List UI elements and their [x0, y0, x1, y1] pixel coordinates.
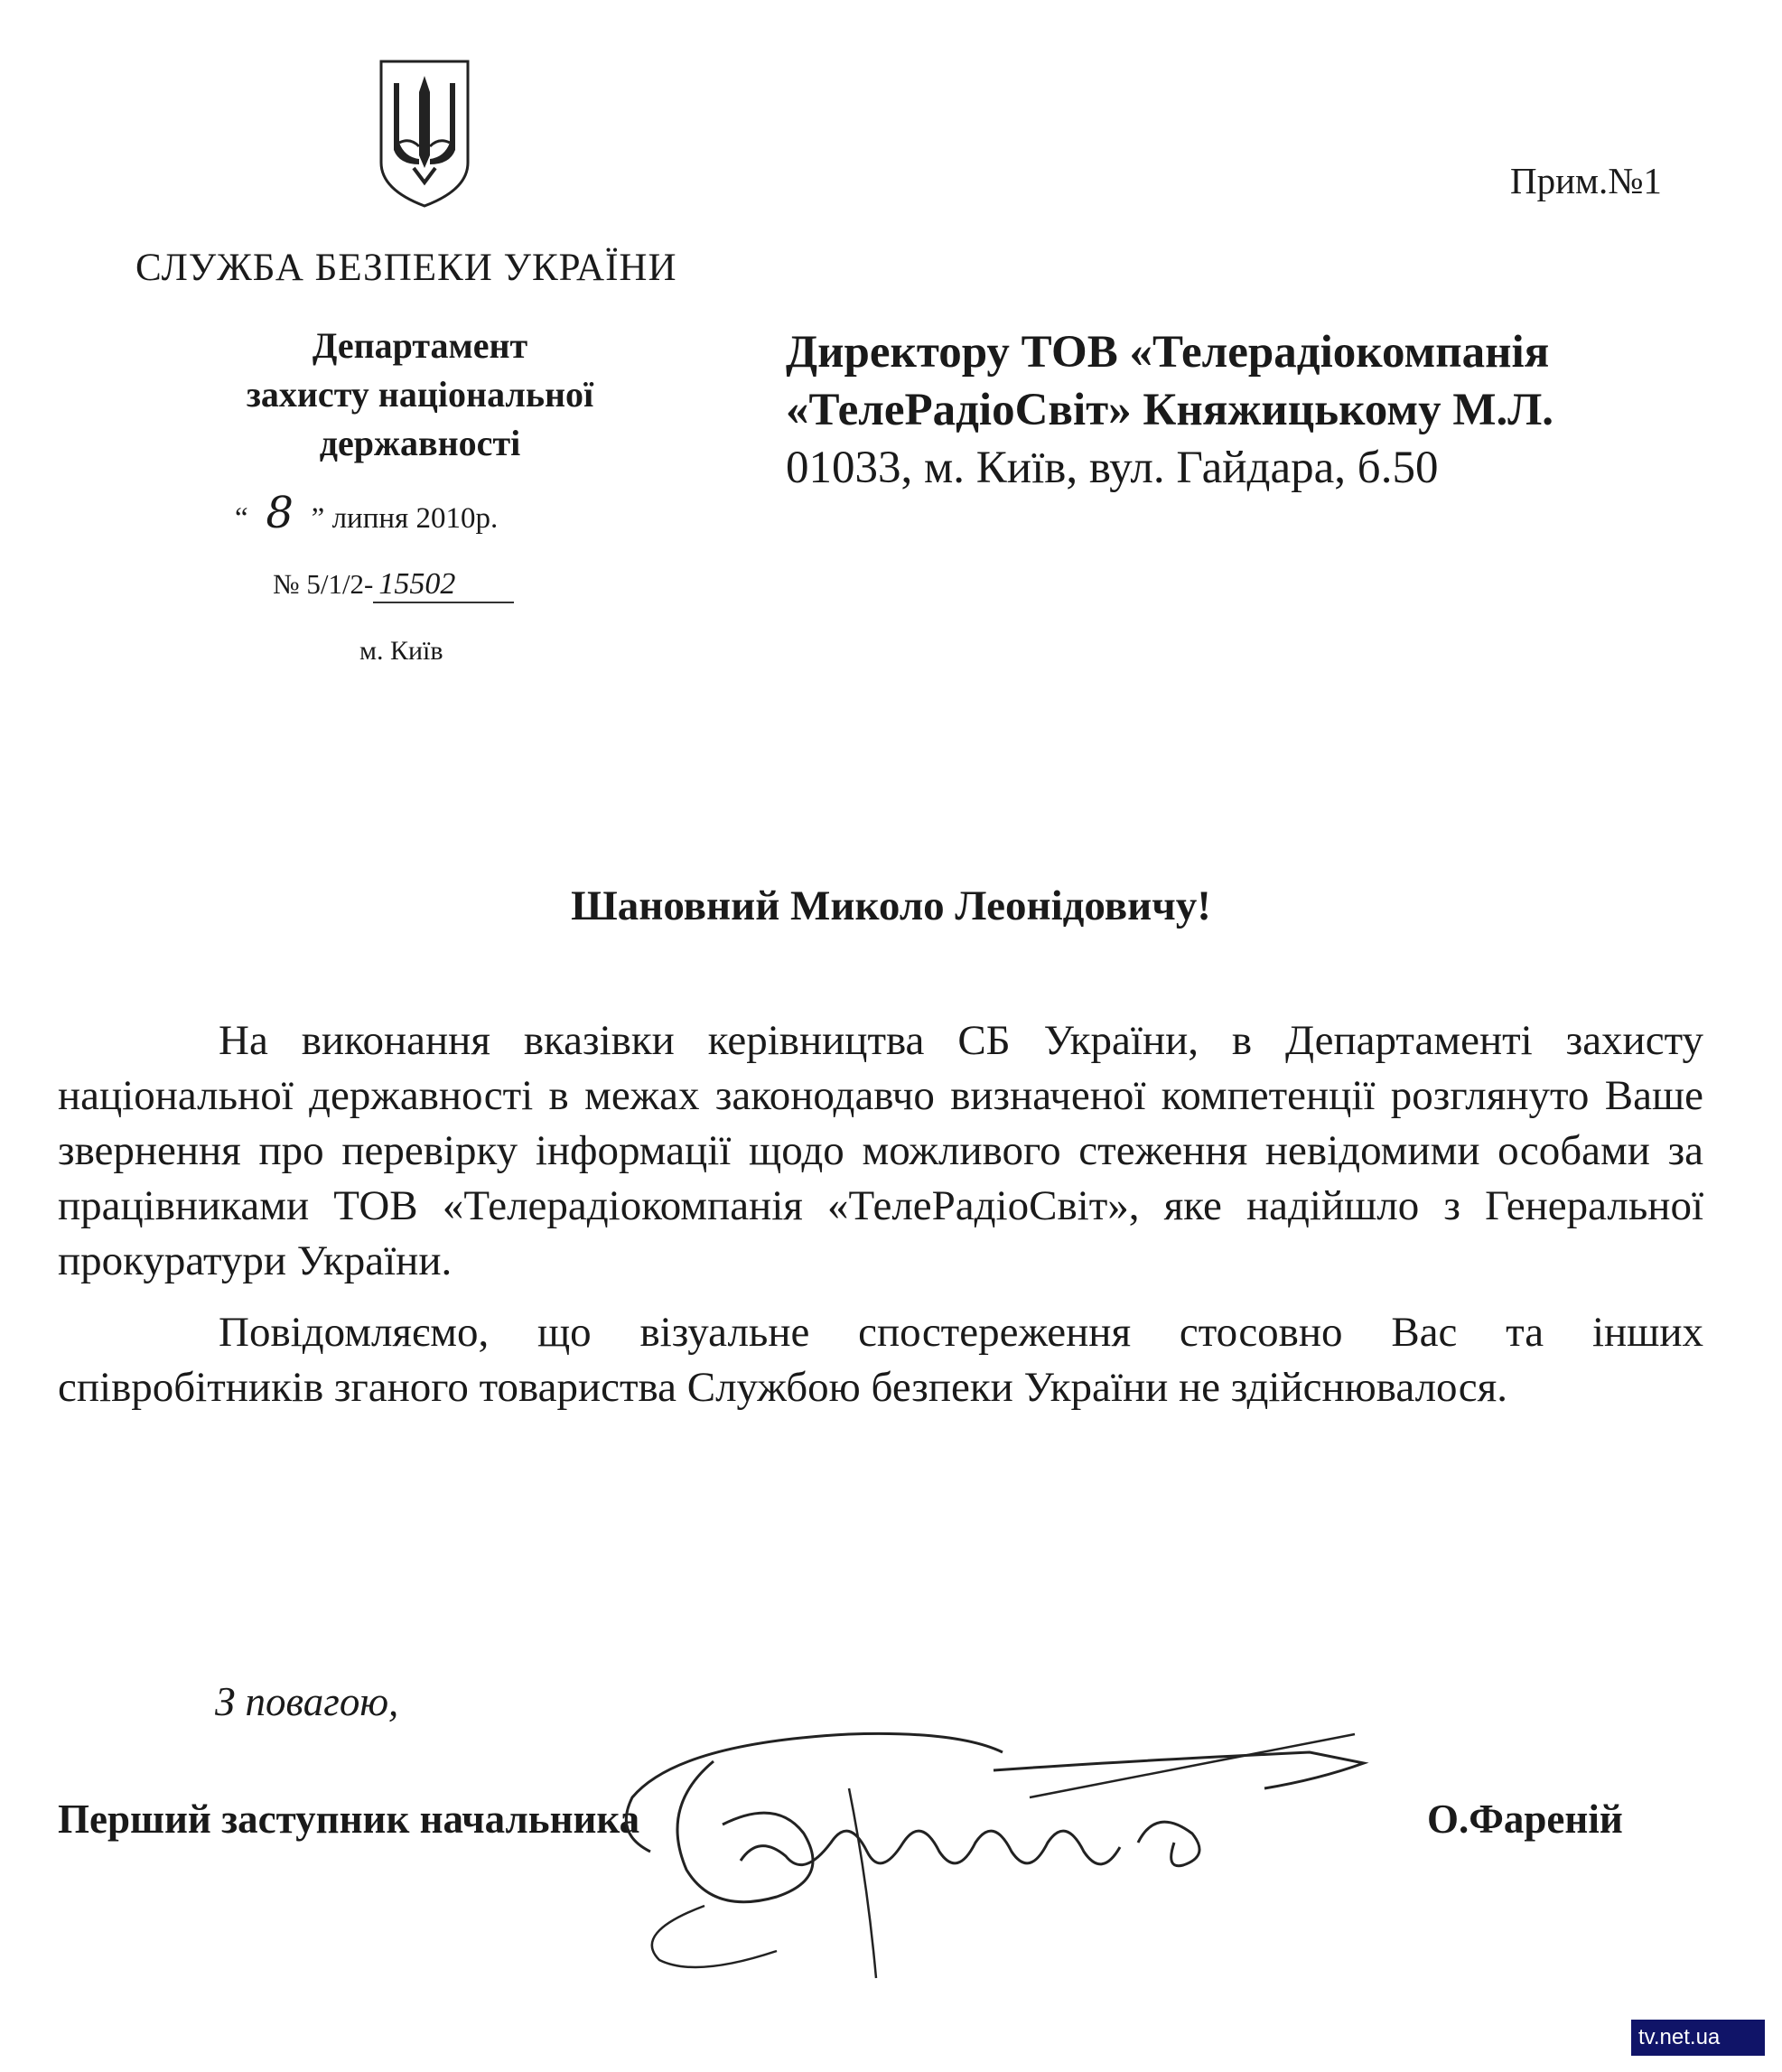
body-paragraph: Повідомляємо, що візуальне спостереження стосовно Вас та інших співробітників зганого товариства Службою безпеки України не здійснювалося. — [58, 1309, 1703, 1411]
date-rest: липня 2010р. — [331, 502, 499, 535]
addressee-line: «ТелеРадіоСвіт» Княжицькому М.Л. — [786, 385, 1553, 435]
signer-position: Перший заступник начальника — [58, 1797, 640, 1842]
letter-date — [235, 488, 498, 538]
addressee-line: Директору ТОВ «Телерадіокомпанія — [786, 327, 1550, 378]
department-line: Департамент — [312, 325, 528, 366]
date-day: 8 — [266, 488, 294, 538]
place-of-issue: м. Київ — [359, 636, 443, 666]
signer-name: О.Фареній — [1427, 1797, 1623, 1842]
body-paragraph: На виконання вказівки керівництва СБ України, в Департаменті захисту національної державності в межах законодавчо визначеної компетенції розглянуто Ваше звернення про перевірку інформації щодо можливого стеження невідомими особами за працівниками ТОВ «Телерадіокомпанія «ТелеРадіоСвіт», яке надійшло з Генеральної прокуратури України. — [58, 1017, 1703, 1284]
registration-number — [273, 567, 514, 603]
reg-no-number: 15502 — [373, 567, 514, 603]
annex-label: Прим.№1 — [1510, 160, 1662, 201]
salutation: Шановний Миколо Леонідовичу! — [571, 882, 1211, 929]
watermark-logo: tv.net.ua — [1631, 2020, 1765, 2056]
addressee-address: 01033, м. Київ, вул. Гайдара, б.50 — [786, 443, 1439, 493]
handwritten-signature — [578, 1698, 1391, 1996]
department-line: державності — [319, 423, 521, 463]
trident-emblem-icon — [374, 56, 475, 210]
date-open-quote: “ — [235, 502, 248, 535]
organization-name: СЛУЖБА БЕЗПЕКИ УКРАЇНИ — [135, 247, 677, 289]
reg-no-prefix: № 5/1/2- — [273, 568, 374, 600]
closing-regards: З повагою, — [215, 1679, 399, 1724]
addressee-block — [786, 323, 1553, 497]
letter-body — [58, 1013, 1703, 1432]
department-name — [172, 322, 668, 468]
department-line: захисту національної — [246, 374, 594, 415]
date-close-quote: ” — [311, 502, 325, 535]
